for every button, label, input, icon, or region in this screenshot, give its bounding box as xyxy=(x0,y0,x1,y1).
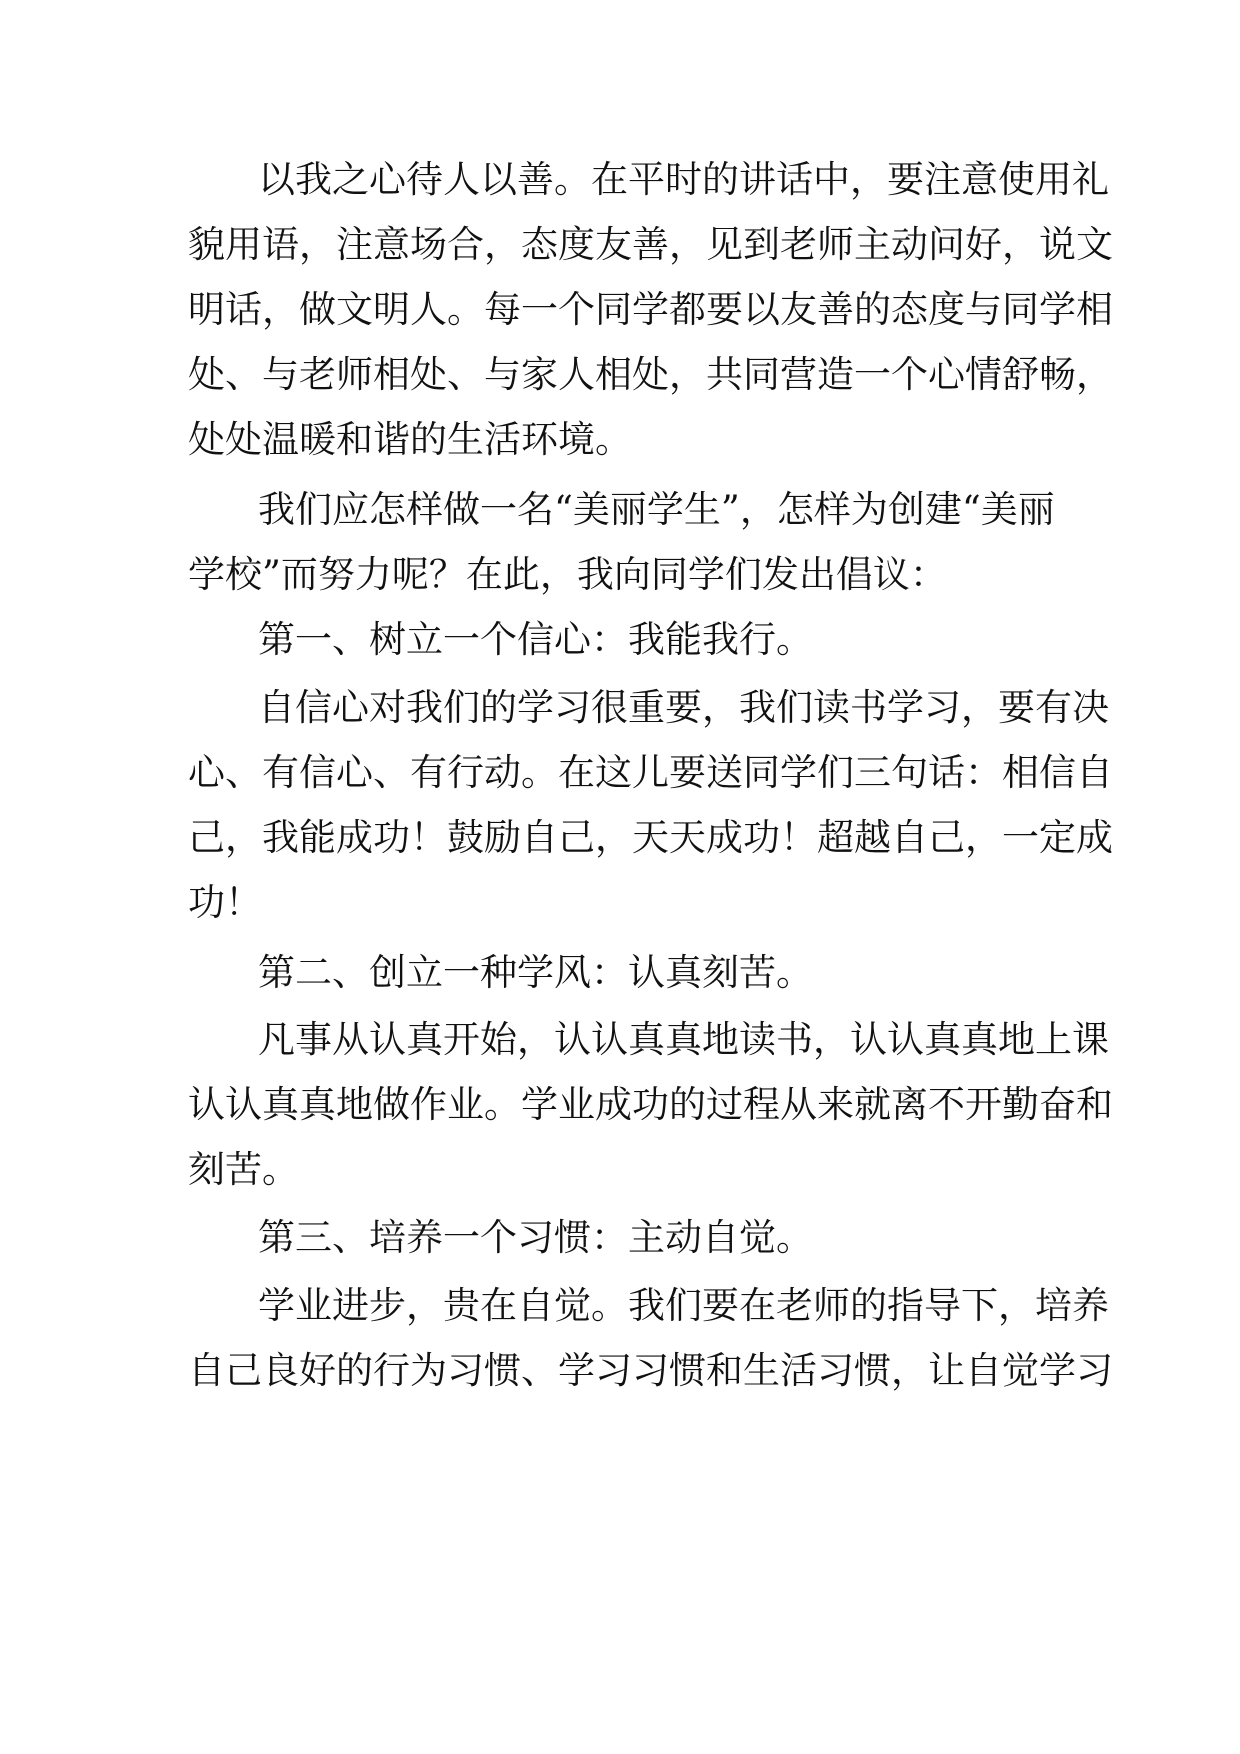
paragraph-line: 学业进步，贵在自觉。我们要在老师的指导下，培养 xyxy=(258,1284,1109,1327)
paragraph-line: 我们应怎样做一名“美丽学生”，怎样为创建“美丽 xyxy=(258,488,1055,531)
paragraph-line: 以我之心待人以善。在平时的讲话中，要注意使用礼 xyxy=(258,158,1109,201)
paragraph-line: 刻苦。 xyxy=(188,1148,299,1191)
section-heading: 第一、树立一个信心：我能我行。 xyxy=(258,618,813,661)
paragraph-line: 认认真真地做作业。学业成功的过程从来就离不开勤奋和 xyxy=(188,1083,1113,1126)
paragraph-line: 处、与老师相处、与家人相处，共同营造一个心情舒畅， xyxy=(188,353,1113,396)
section-heading: 第三、培养一个习惯：主动自觉。 xyxy=(258,1216,813,1259)
paragraph-line: 心、有信心、有行动。在这儿要送同学们三句话：相信自 xyxy=(188,751,1113,794)
paragraph-line: 自信心对我们的学习很重要，我们读书学习，要有决 xyxy=(258,686,1109,729)
paragraph-line: 貌用语，注意场合，态度友善，见到老师主动问好，说文 xyxy=(188,223,1113,266)
paragraph-line: 处处温暖和谐的生活环境。 xyxy=(188,418,632,461)
paragraph-line: 自己良好的行为习惯、学习习惯和生活习惯，让自觉学习 xyxy=(188,1349,1113,1392)
paragraph-line: 己，我能成功！鼓励自己，天天成功！超越自己，一定成 xyxy=(188,816,1113,859)
paragraph-line: 功！ xyxy=(188,881,262,924)
paragraph-line: 明话，做文明人。每一个同学都要以友善的态度与同学相 xyxy=(188,288,1113,331)
paragraph-line: 学校”而努力呢？在此，我向同学们发出倡议： xyxy=(188,553,947,596)
paragraph-line: 凡事从认真开始，认认真真地读书，认认真真地上课 xyxy=(258,1018,1109,1061)
section-heading: 第二、创立一种学风：认真刻苦。 xyxy=(258,951,813,994)
